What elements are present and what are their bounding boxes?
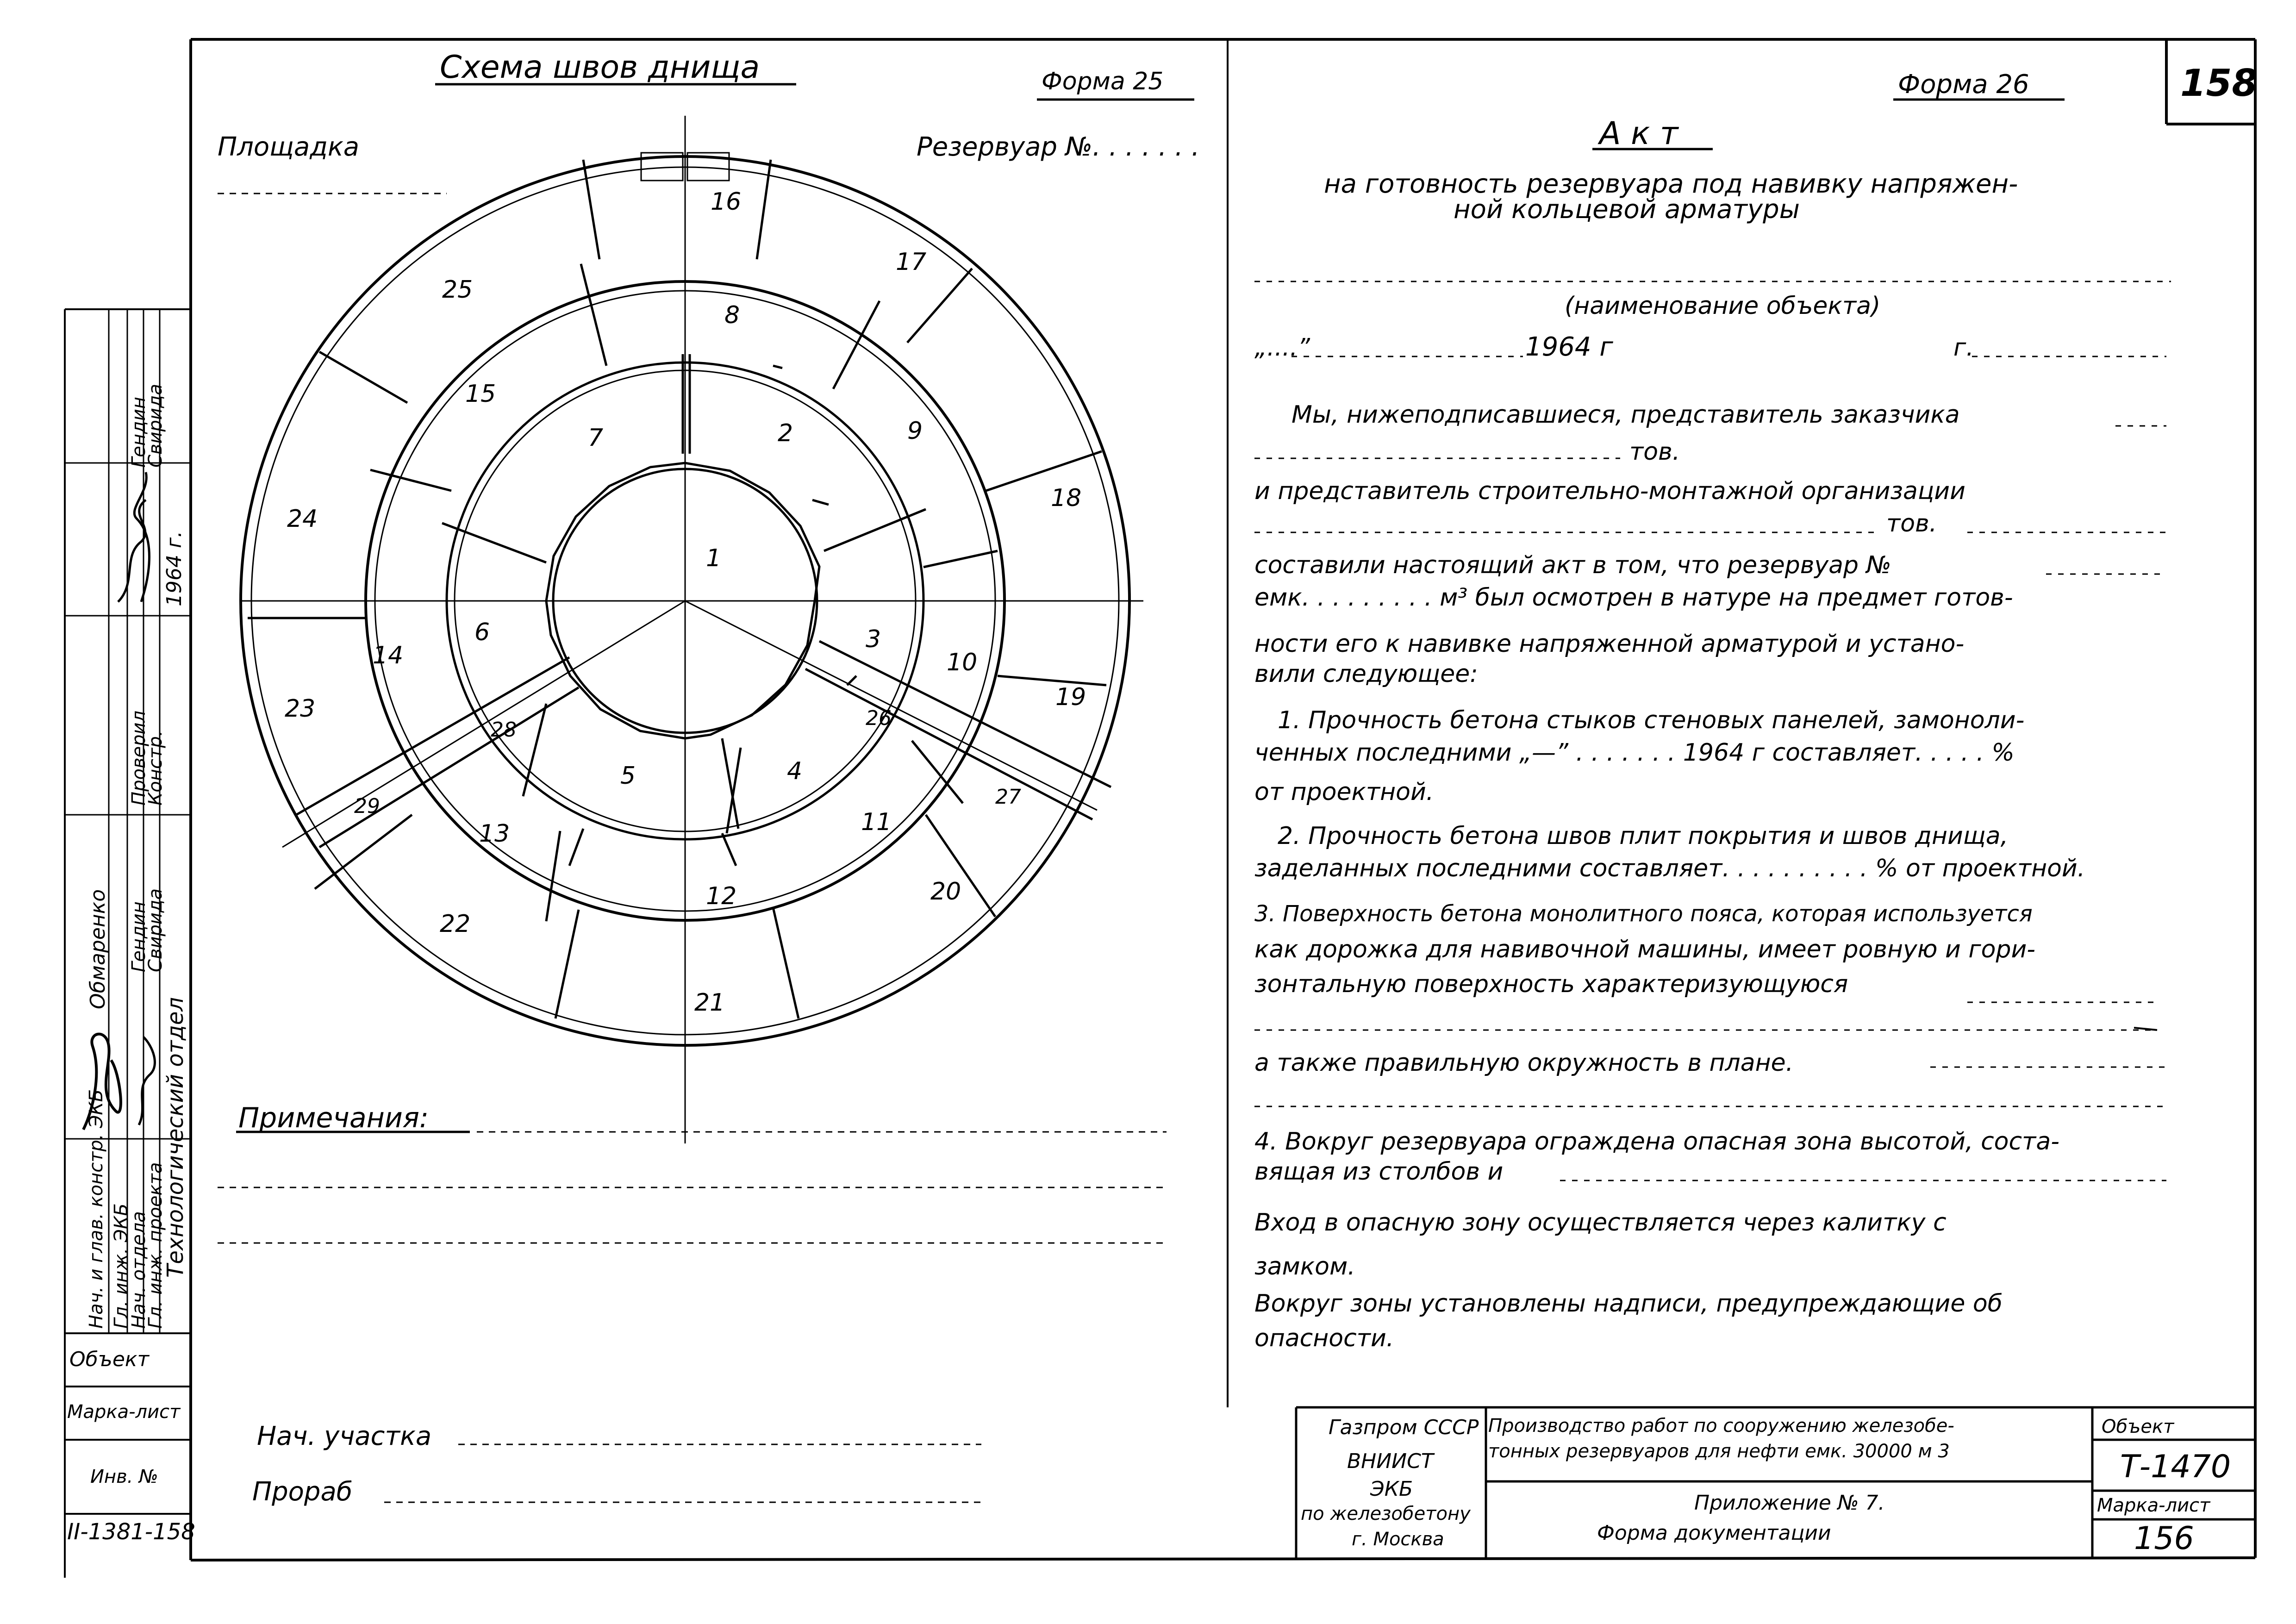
- tank-bottom-diagram: [241, 116, 1143, 1143]
- date-quote: „....”: [1254, 334, 1310, 362]
- signature-scribbles: [109, 463, 164, 611]
- cell-number: 23: [285, 695, 316, 723]
- project-title: тонных резервуаров для нефти емк. 30000 м 3: [1488, 1441, 1950, 1462]
- org-name: по железобетону: [1301, 1503, 1471, 1524]
- cell-number: 11: [861, 808, 892, 836]
- cell-number: 25: [442, 276, 473, 304]
- cell-number: 12: [706, 882, 737, 910]
- stamp-role: Нач. и глав. констр. ЭКБ: [86, 1089, 107, 1329]
- act-line: составили настоящий акт в том, что резервуар №: [1254, 551, 1891, 579]
- item4-line: Вокруг зоны установлены надписи, предупреждающие об: [1254, 1290, 2003, 1318]
- cell-number: 2: [778, 419, 793, 447]
- cell-number: 3: [866, 625, 881, 653]
- cell-number: 18: [1051, 484, 1082, 512]
- item4-line: Вход в опасную зону осуществляется через калитку с: [1254, 1209, 1947, 1237]
- act-line: Мы, нижеподписавшиеся, представитель заказчика: [1292, 401, 1960, 429]
- cell-number: 17: [896, 248, 927, 276]
- appendix-label: Приложение № 7.: [1694, 1491, 1885, 1515]
- stamp-inv-label: Инв. №: [90, 1466, 158, 1487]
- doc-title: Форма документации: [1597, 1521, 1831, 1545]
- cell-number: 15: [465, 380, 496, 408]
- cell-number: 22: [440, 910, 471, 938]
- cell-number: 5: [620, 762, 636, 790]
- cell-number: 10: [947, 649, 978, 676]
- stamp-role: Гл. инж. проекта: [145, 1162, 166, 1329]
- item2-line: 2. Прочность бетона швов плит покрытия и швов днища,: [1278, 822, 2009, 850]
- item1-line: 1. Прочность бетона стыков стеновых панелей, замоноли-: [1278, 706, 2025, 734]
- cell-number: 24: [287, 505, 318, 533]
- stamp-sheet-label: Марка-лист: [67, 1401, 181, 1423]
- cell-number: 27: [995, 785, 1021, 809]
- act-line: тов.: [1886, 510, 1937, 537]
- signature-scribbles: [65, 1018, 191, 1139]
- org-name: ВНИИСТ: [1347, 1449, 1434, 1473]
- item1-line: от проектной.: [1254, 778, 1434, 806]
- notes-label: Примечания:: [238, 1102, 429, 1134]
- object-label: Объект: [2102, 1416, 2174, 1437]
- act-line: и представитель строительно-монтажной организации: [1254, 477, 1965, 505]
- cell-number: 14: [373, 642, 404, 669]
- cell-number: 13: [479, 820, 510, 848]
- cell-number: 9: [907, 417, 923, 445]
- stamp-name: Свирида: [145, 888, 166, 972]
- cell-number: 6: [474, 618, 490, 646]
- stamp-constr: Констр.: [145, 730, 166, 806]
- cell-number: 28: [491, 718, 517, 742]
- stamp-object-label: Объект: [69, 1348, 150, 1371]
- cell-number: 20: [930, 878, 961, 906]
- item3-line: зонтальную поверхность характеризующуюся: [1254, 970, 1848, 998]
- act-subtitle-1: на готовность резервуара под навивку напряжен-: [1324, 169, 2018, 199]
- cell-number: 8: [724, 301, 740, 329]
- stamp-role: Нач. отдела: [128, 1211, 150, 1329]
- org-name: ЭКБ: [1370, 1477, 1413, 1501]
- site-label: Площадка: [218, 132, 360, 162]
- cell-number: 19: [1055, 683, 1086, 711]
- act-line: ности его к навивке напряженной арматурой и устано-: [1254, 630, 1965, 658]
- stamp-checked: Проверил: [128, 710, 150, 806]
- act-line: вили следующее:: [1254, 660, 1478, 688]
- cell-number: 29: [354, 794, 380, 818]
- item4-line: замком.: [1254, 1253, 1355, 1280]
- stamp-role: Гл. инж. ЭКБ: [111, 1203, 132, 1329]
- stamp-name: Свирида: [145, 383, 166, 468]
- stamp-name: Гендин: [128, 397, 150, 468]
- act-subtitle-2: ной кольцевой арматуры: [1454, 194, 1800, 225]
- org-name: г. Москва: [1352, 1529, 1444, 1550]
- cell-number: 21: [694, 989, 725, 1017]
- sheet-value: 156: [2134, 1520, 2194, 1557]
- project-title: Производство работ по сооружению железобе-: [1488, 1415, 1954, 1437]
- form25-title: Схема швов днища: [440, 49, 760, 86]
- cell-number: 7: [588, 424, 604, 452]
- city-prefix: г.: [1953, 334, 1974, 362]
- item1-line: ченных последними „—” . . . . . . . 1964 г составляет. . . . . %: [1254, 739, 2015, 767]
- form25-label: Форма 25: [1042, 68, 1164, 95]
- item3-line: 3. Поверхность бетона монолитного пояса, которая используется: [1254, 901, 2033, 927]
- item4-line: опасности.: [1254, 1324, 1394, 1352]
- stamp-name: Гендин: [128, 901, 150, 972]
- chief-label: Нач. участка: [257, 1421, 432, 1451]
- date-year: 1964 г: [1525, 332, 1613, 362]
- act-title: А к т: [1599, 115, 1678, 152]
- act-line: емк. . . . . . . . . м³ был осмотрен в натуре на предмет готов-: [1254, 584, 2013, 612]
- object-value: Т-1470: [2120, 1449, 2231, 1485]
- item3-line: а также правильную окружность в плане.: [1254, 1049, 1794, 1077]
- act-line: тов.: [1629, 438, 1680, 466]
- stamp-name: Обмаренко: [86, 889, 110, 1009]
- stamp-inv-value: II-1381-158: [67, 1519, 195, 1545]
- item4-line: вящая из столбов и: [1254, 1158, 1504, 1186]
- object-name-caption: (наименование объекта): [1565, 292, 1881, 320]
- stamp-year: 1964 г.: [162, 531, 186, 606]
- reservoir-label: Резервуар №. . . . . . .: [917, 132, 1200, 162]
- cell-number: 16: [711, 188, 742, 216]
- sheet-number: 158: [2180, 62, 2258, 105]
- item2-line: заделанных последними составляет. . . . . . . . . . % от проектной.: [1254, 855, 2085, 882]
- item3-line: как дорожка для навивочной машины, имеет ровную и гори-: [1254, 936, 2036, 963]
- org-name: Газпром СССР: [1329, 1416, 1479, 1439]
- sheet-label: Марка-лист: [2097, 1495, 2210, 1516]
- stamp-dept: Технологический отдел: [162, 997, 188, 1278]
- item4-line: 4. Вокруг резервуара ограждена опасная зона высотой, соста-: [1254, 1128, 2059, 1156]
- cell-number: 4: [787, 757, 803, 785]
- form26-label: Форма 26: [1898, 69, 2029, 100]
- cell-number: 26: [866, 706, 892, 730]
- cell-number: 1: [706, 544, 722, 572]
- foreman-label: Прораб: [252, 1477, 353, 1507]
